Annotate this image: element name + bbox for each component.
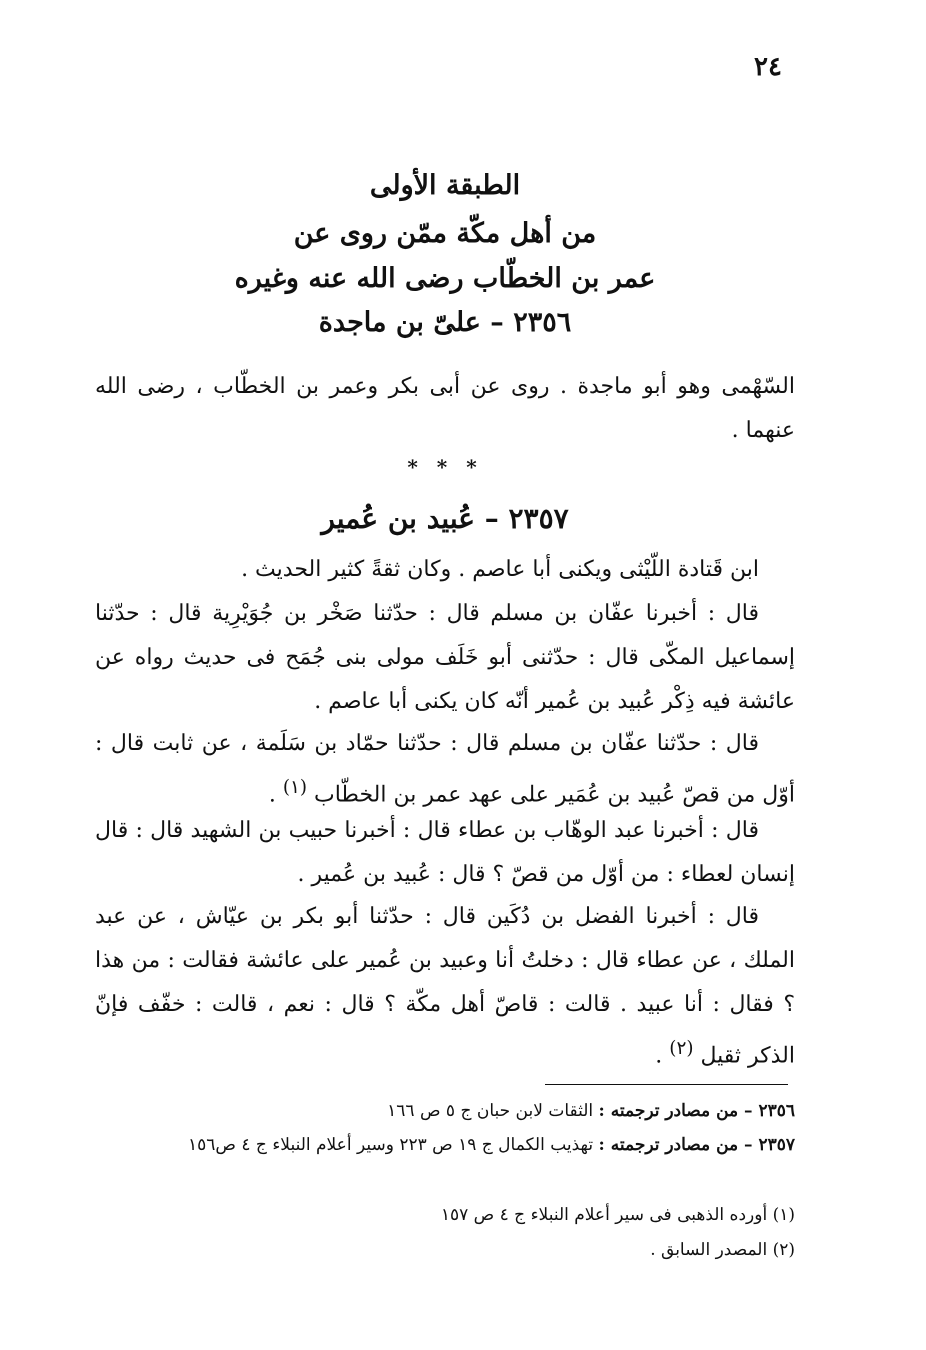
footnote-sources-2356 bbox=[95, 1096, 795, 1126]
sentence-end: . bbox=[655, 1043, 663, 1069]
footnote-2: (٢) المصدر السابق . bbox=[650, 1240, 795, 1260]
footnote-marker-2: (٢) bbox=[669, 1038, 694, 1059]
footnote-1: (١) أورده الذهبى فى سير أعلام النبلاء ج ٤ ص ١٥٧ bbox=[440, 1205, 795, 1225]
footnote-label: ٢٣٥٦ – من مصادر ترجمته : bbox=[598, 1101, 795, 1121]
footnote-marker-1: (١) bbox=[282, 777, 307, 798]
paragraph-text: ابن قَتادة اللّيْثى ويكنى أبا عاصم . وكان ثقةً كثير الحديث . bbox=[241, 557, 759, 582]
entry-2357-paragraph-1 bbox=[95, 548, 795, 592]
footnote-label: ٢٣٥٧ – من مصادر ترجمته : bbox=[598, 1135, 795, 1155]
footnote-sources-2357 bbox=[95, 1130, 795, 1160]
entry-2356-heading: ٢٣٥٦ – علىّ بن ماجدة bbox=[318, 307, 572, 338]
paragraph-text: قال : أخبرنا الفضل بن دُكَين قال : حدّثنا أبو بكر بن عيّاش ، عن عبد الملك ، عن عطاء قال : دخلتُ أنا وعبيد بن عُمير على عائشة فقالت : من هذا ؟ فقال : أنا عبيد . قالت : قاصّ أهل مكّة ؟ قال : نعم ، قالت : خفّف فإنّ الذكر ثقيل bbox=[95, 904, 795, 1069]
footnote-text: تهذيب الكمال ج ١٩ ص ٢٢٣ وسير أعلام النبلاء ج ٤ ص١٥٦ bbox=[188, 1135, 594, 1155]
entry-2357-paragraph-4 bbox=[95, 809, 795, 897]
entry-2357-paragraph-3 bbox=[95, 722, 795, 817]
section-subtitle-line-2: عمر بن الخطّاب رضى الله عنه وغيره bbox=[234, 263, 656, 294]
section-divider: * * * bbox=[407, 455, 483, 479]
paragraph-text: قال : أخبرنا عبد الوهّاب بن عطاء قال : أخبرنا حبيب بن الشهيد قال : قال إنسان لعطاء : من أوّل من قصّ ؟ قال : عُبيد بن عُمير . bbox=[95, 818, 795, 887]
footnote-separator bbox=[545, 1084, 788, 1085]
entry-2357-heading: ٢٣٥٧ – عُبيد بن عُمير bbox=[321, 502, 569, 535]
section-title: الطبقة الأولى bbox=[369, 170, 521, 201]
paragraph-text: قال : حدّثنا عفّان بن مسلم قال : حدّثنا حمّاد بن سَلَمة ، عن ثابت قال : أوّل من قصّ عُبيد بن عُمَير على عهد عمر بن الخطّاب bbox=[95, 731, 795, 808]
entry-2357-paragraph-5 bbox=[95, 895, 795, 1078]
section-subtitle-line-1: من أهل مكّة ممّن روى عن bbox=[293, 218, 597, 249]
entry-2356-text: السّهْمى وهو أبو ماجدة . روى عن أبى بكر وعمر بن الخطّاب ، رضى الله عنهما . bbox=[95, 374, 795, 443]
entry-2357-paragraph-2 bbox=[95, 592, 795, 724]
page-number: ٢٤ bbox=[754, 52, 782, 82]
paragraph-text: قال : أخبرنا عفّان بن مسلم قال : حدّثنا صَخْر بن جُوَيْرِية قال : حدّثنا إسماعيل المكّى قال : حدّثنى أبو خَلَف مولى بنى جُمَح فى حديث رواه عن عائشة فيه ذِكْر عُبيد بن عُمير أنّه كان يكنى أبا عاصم . bbox=[95, 601, 795, 714]
sentence-end: . bbox=[268, 782, 276, 808]
footnote-text: الثقات لابن حبان ج ٥ ص ١٦٦ bbox=[387, 1101, 594, 1121]
